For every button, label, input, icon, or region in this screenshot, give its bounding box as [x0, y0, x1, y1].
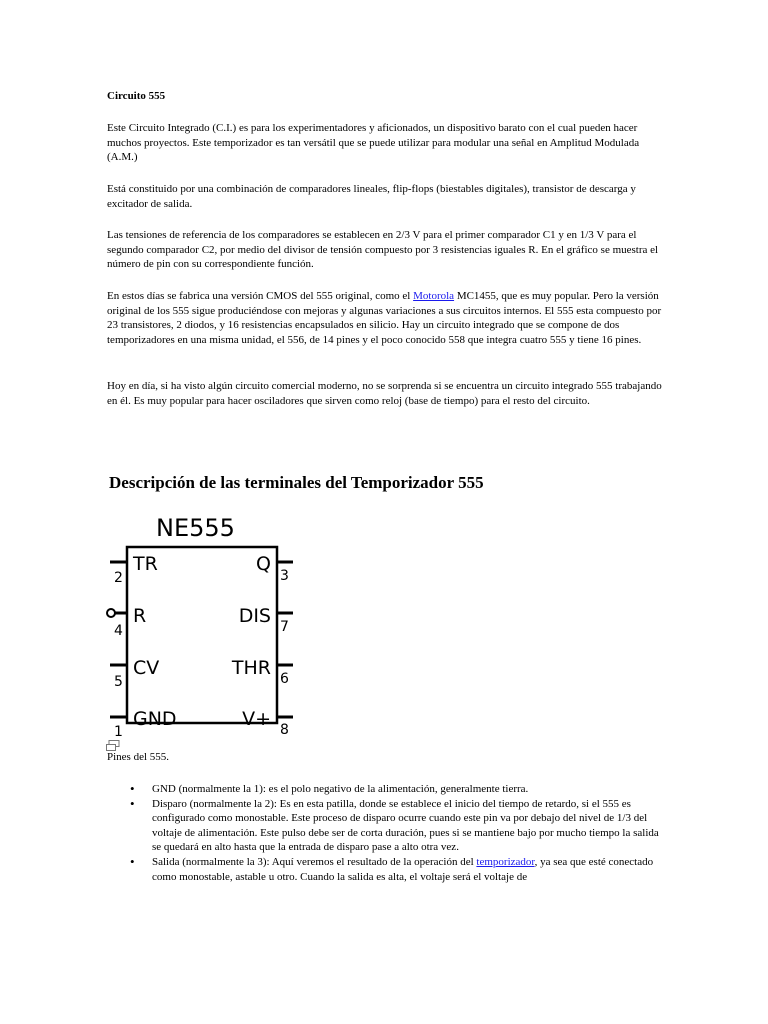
paragraph-cmos [107, 289, 663, 347]
pin-number: 6 [280, 671, 289, 687]
list-item-before: Salida (normalmente la 3): Aquí veremos el resultado de la operación del [152, 855, 477, 868]
paragraph-cmos-after: MC1455, que es muy popular. Pero la versión original de los 555 sigue produciéndose con mejoras y algunas variaciones a sus circuitos internos. El 555 esta compuesto por 23 transistores, 2 diodos, y 16 resistencias encapsulados en silicio. Hay un circuito integrado que se compone de dos temporizadores en una misma unidad, el 556, de 14 pines y el poco conocido 558 que integra cuatro 555 y tiene 16 pines. [107, 290, 662, 346]
pin-label-q: Q [256, 553, 271, 575]
pin-number: 2 [114, 570, 123, 586]
pin-label-vplus: V+ [242, 708, 271, 730]
pin-label-gnd: GND [133, 708, 177, 730]
temporizador-link[interactable]: temporizador [476, 855, 535, 868]
paragraph-cmos-before: En estos días se fabrica una versión CMOS del 555 original, como el [107, 290, 414, 302]
paragraph-voltages: Las tensiones de referencia de los comparadores se establecen en 2/3 V para el primer comparador C1 y en 1/3 V para el segundo comparador C2, por medio del divisor de tensión compuesto por 3 resistencias iguales R. En el gráfico se muestra el número de pin con su correspondiente función. [107, 229, 659, 270]
paragraph-intro: Este Circuito Integrado (C.I.) es para los experimentadores y aficionados, un dispositivo barato con el cual pueden hacer muchos proyectos. Este temporizador es tan versátil que se puede utilizar para modular una señal en Amplitud Modulada (A.M.) [107, 122, 640, 163]
pin-label-tr: TR [133, 553, 158, 575]
pin-number: 5 [114, 674, 123, 690]
reset-inversion-bubble [107, 609, 115, 617]
pin-number: 8 [280, 722, 289, 738]
document-title: Circuito 555 [107, 90, 166, 102]
pin-number: 1 [114, 724, 123, 740]
pin-number: 7 [280, 619, 289, 635]
figure-caption: Pines del 555. [107, 751, 170, 763]
pin-description-list [107, 782, 663, 884]
pin-label-thr: THR [231, 657, 271, 679]
paragraph-composition: Está constituido por una combinación de comparadores lineales, flip-flops (biestables digitales), transistor de descarga y excitador de salida. [107, 183, 636, 210]
list-item [107, 855, 663, 884]
section-heading: Descripción de las terminales del Temporizador 555 [109, 473, 484, 492]
chip-name-label: NE555 [156, 514, 235, 542]
pin-label-r: R [133, 605, 147, 627]
paragraph-modern-use: Hoy en día, si ha visto algún circuito comercial moderno, no se sorprenda si se encuentra un circuito integrado 555 trabajando en él. Es muy popular para hacer osciladores que sirven como reloj (base de tiempo) para el resto del circuito. [107, 380, 662, 407]
motorola-link[interactable]: Motorola [413, 290, 455, 302]
pin-label-dis: DIS [238, 605, 271, 627]
pin-number: 4 [114, 623, 123, 639]
pin-label-cv: CV [133, 657, 160, 679]
list-item: • Disparo (normalmente la 2): Es en esta patilla, donde se establece el inicio del tiempo de retardo, si el 555 es configurado como monostable. Este proceso de disparo ocurre cuando este pin va por debajo del nivel de 1/3 del voltaje de alimentación. Este pulso debe ser de corta duración, pues si se mantiene bajo por mucho tiempo la salida se quedará en alto hasta que la entrada de disparo pase a alto otra vez. [107, 797, 663, 855]
list-item: • GND (normalmente la 1): es el polo negativo de la alimentación, generalmente tierra. [107, 782, 663, 797]
pin-number: 3 [280, 568, 289, 584]
ne555-pinout-diagram [100, 506, 310, 740]
list-item-after: , ya sea que esté conectado como monostable, astable u otro. Cuando la salida es alta, el voltaje será el voltaje de [152, 855, 654, 883]
image-placeholder-icon [106, 740, 120, 751]
